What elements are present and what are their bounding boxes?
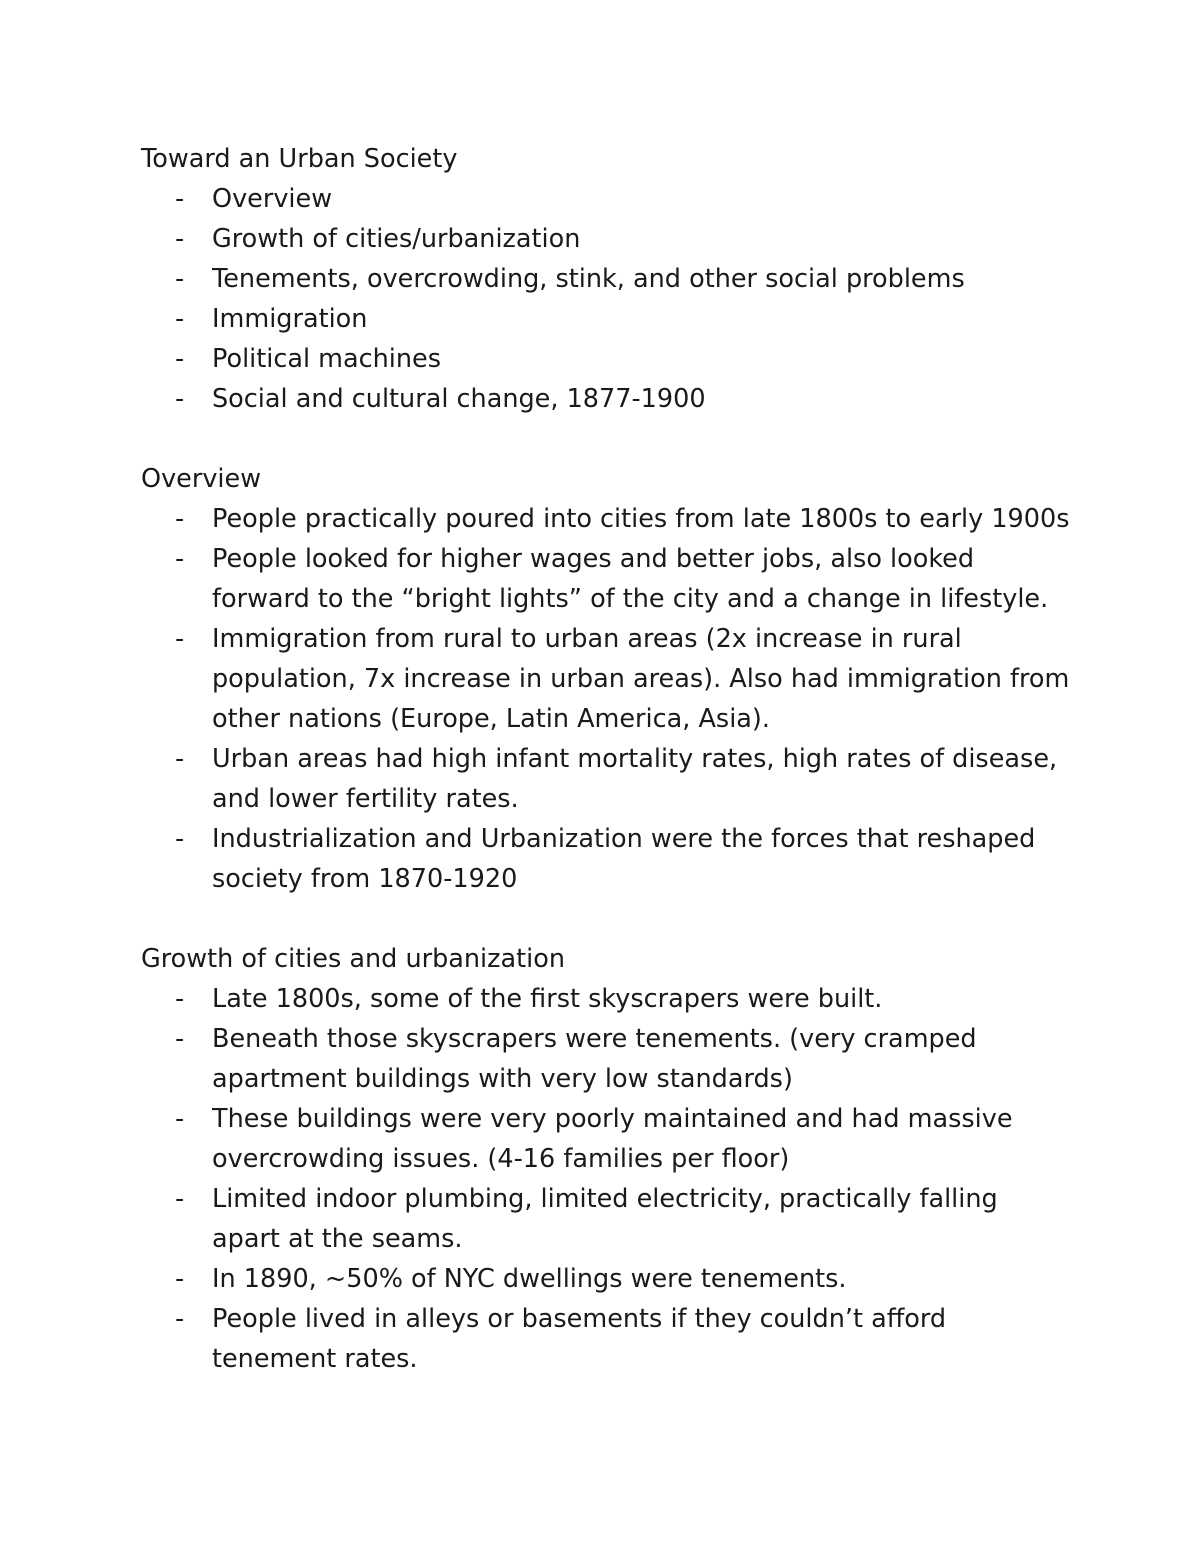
list-item-text: These buildings were very poorly maintained and had massive overcrowding issues. (4-16 families per floor) [212, 1104, 1013, 1174]
list-item [141, 1099, 1071, 1179]
list-item [141, 499, 1071, 539]
list-item-text: Immigration from rural to urban areas (2x increase in rural population, 7x increase in urban areas). Also had immigration from other nations (Europe, Latin America, Asia). [212, 624, 1070, 734]
list-item [141, 219, 1071, 259]
bullet-dash: - [175, 544, 185, 574]
bullet-list [141, 979, 1071, 1379]
list-item [141, 339, 1071, 379]
bullet-dash: - [175, 744, 185, 774]
list-item-text: People lived in alleys or basements if they couldn’t afford tenement rates. [212, 1304, 947, 1374]
list-item-text: Beneath those skyscrapers were tenements. (very cramped apartment buildings with very low standards) [212, 1024, 977, 1094]
list-item [141, 1259, 1071, 1299]
section-heading: Growth of cities and urbanization [141, 944, 565, 974]
bullet-dash: - [175, 504, 185, 534]
list-item [141, 619, 1071, 739]
bullet-dash: - [175, 1024, 185, 1054]
list-item [141, 819, 1071, 899]
list-item [141, 1179, 1071, 1259]
list-item-text: Industrialization and Urbanization were the forces that reshaped society from 1870-1920 [212, 824, 1036, 894]
list-item [141, 179, 1071, 219]
section-heading: Toward an Urban Society [141, 144, 458, 174]
list-item [141, 299, 1071, 339]
bullet-dash: - [175, 624, 185, 654]
list-item-text: Limited indoor plumbing, limited electricity, practically falling apart at the seams. [212, 1184, 998, 1254]
list-item-text: People practically poured into cities from late 1800s to early 1900s [212, 504, 1070, 534]
section-heading: Overview [141, 464, 262, 494]
list-item [141, 379, 1071, 419]
list-item [141, 739, 1071, 819]
section-overview [141, 459, 1071, 899]
bullet-dash: - [175, 184, 185, 214]
list-item-text: Tenements, overcrowding, stink, and other social problems [212, 264, 965, 294]
bullet-dash: - [175, 304, 185, 334]
list-item [141, 1019, 1071, 1099]
list-item-text: Social and cultural change, 1877-1900 [212, 384, 706, 414]
list-item [141, 539, 1071, 619]
list-item-text: Overview [212, 184, 333, 214]
list-item-text: Immigration [212, 304, 368, 334]
list-item-text: People looked for higher wages and better jobs, also looked forward to the “bright lights” of the city and a change in lifestyle. [212, 544, 1049, 614]
bullet-list [141, 499, 1071, 899]
bullet-dash: - [175, 1304, 185, 1334]
list-item-text: Political machines [212, 344, 442, 374]
bullet-dash: - [175, 984, 185, 1014]
bullet-dash: - [175, 264, 185, 294]
bullet-dash: - [175, 824, 185, 854]
list-item-text: Urban areas had high infant mortality rates, high rates of disease, and lower fertility rates. [212, 744, 1058, 814]
bullet-dash: - [175, 1104, 185, 1134]
list-item [141, 259, 1071, 299]
bullet-dash: - [175, 224, 185, 254]
list-item [141, 1299, 1071, 1379]
list-item-text: Late 1800s, some of the first skyscrapers were built. [212, 984, 883, 1014]
document-content [141, 139, 1071, 1419]
list-item-text: Growth of cities/urbanization [212, 224, 581, 254]
list-item [141, 979, 1071, 1019]
bullet-dash: - [175, 344, 185, 374]
list-item-text: In 1890, ~50% of NYC dwellings were tenements. [212, 1264, 847, 1294]
bullet-dash: - [175, 1184, 185, 1214]
section-growth-of-cities [141, 939, 1071, 1379]
bullet-dash: - [175, 1264, 185, 1294]
section-toward-urban-society [141, 139, 1071, 419]
bullet-list [141, 179, 1071, 419]
bullet-dash: - [175, 384, 185, 414]
